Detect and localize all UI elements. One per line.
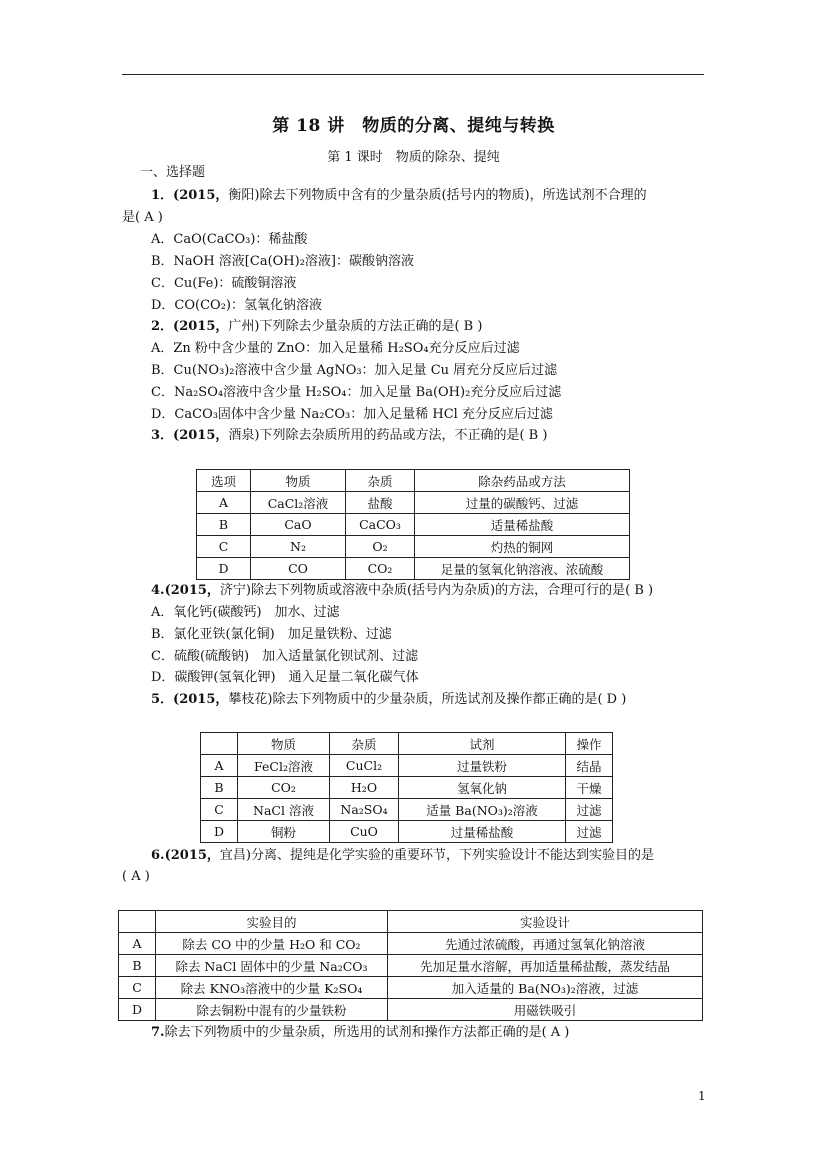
question-4-text: 济宁)除去下列物质或溶液中杂质(括号内为杂质)的方法，合理可行的是( B ) (219, 583, 654, 598)
table-header: 试剂 (399, 733, 566, 755)
table-cell: 铜粉 (238, 821, 330, 843)
question-1-text: 衡阳)除去下列物质中含有的少量杂质(括号内的物质)，所选试剂不合理的 (228, 188, 647, 203)
table-cell: 过滤 (566, 821, 613, 843)
table-cell: B (201, 777, 238, 799)
table-cell: 除去铜粉中混有的少量铁粉 (156, 999, 388, 1021)
table-row (201, 777, 613, 799)
question-4-option: B．氯化亚铁(氯化铜) 加足量铁粉、过滤 (151, 627, 392, 642)
table-cell: H₂O (330, 777, 399, 799)
section-heading: 一、选择题 (140, 165, 206, 180)
question-3-table (196, 469, 630, 580)
question-6-text: 宜昌)分离、提纯是化学实验的重要环节，下列实验设计不能达到实验目的是 (219, 848, 654, 863)
question-2-option: A．Zn 粉中含少量的 ZnO：加入足量稀 H₂SO₄充分反应后过滤 (151, 341, 520, 356)
table-cell: CuO (330, 821, 399, 843)
table-cell: C (197, 536, 251, 558)
question-6-number: 6.(2015， (151, 848, 220, 863)
question-3-number: 3．(2015， (151, 428, 229, 443)
question-3-text: 酒泉)下列除去杂质所用的药品或方法，不正确的是( B ) (228, 428, 548, 443)
table-cell: CO (251, 558, 346, 580)
table-header: 物质 (251, 470, 346, 492)
table-header: 除杂药品或方法 (415, 470, 630, 492)
table-cell: 适量稀盐酸 (415, 514, 630, 536)
table-cell: C (201, 799, 238, 821)
question-4-option: D．碳酸钾(氢氧化钾) 通入足量二氧化碳气体 (151, 670, 419, 685)
table-cell: B (119, 955, 156, 977)
table-header: 物质 (238, 733, 330, 755)
table-cell: CaO (251, 514, 346, 536)
table-row (119, 955, 703, 977)
table-cell: CaCl₂溶液 (251, 492, 346, 514)
table-header (201, 733, 238, 755)
question-2-number: 2．(2015， (151, 319, 229, 334)
question-4-option: C．硫酸(硫酸钠) 加入适量氯化钡试剂、过滤 (151, 649, 419, 664)
table-cell: 过量铁粉 (399, 755, 566, 777)
question-1-option: D．CO(CO₂)：氢氧化钠溶液 (151, 298, 322, 313)
table-header: 实验设计 (388, 911, 703, 933)
table-cell: NaCl 溶液 (238, 799, 330, 821)
question-1-option: B．NaOH 溶液[Ca(OH)₂溶液]：碳酸钠溶液 (151, 254, 414, 269)
table-cell: 氢氧化钠 (399, 777, 566, 799)
table-header-row (197, 470, 630, 492)
table-cell: 除去 CO 中的少量 H₂O 和 CO₂ (156, 933, 388, 955)
table-header: 选项 (197, 470, 251, 492)
table-cell: 盐酸 (346, 492, 415, 514)
table-cell: CO₂ (346, 558, 415, 580)
table-header: 杂质 (330, 733, 399, 755)
question-5-text: 攀枝花)除去下列物质中的少量杂质，所选试剂及操作都正确的是( D ) (228, 692, 627, 707)
table-row (197, 558, 630, 580)
question-5 (151, 691, 626, 709)
table-cell: A (197, 492, 251, 514)
question-4-number: 4.(2015， (151, 583, 220, 598)
header-rule (122, 74, 704, 75)
table-header: 杂质 (346, 470, 415, 492)
table-cell: 加入适量的 Ba(NO₃)₂溶液，过滤 (388, 977, 703, 999)
table-header-row (119, 911, 703, 933)
page-number: 1 (698, 1089, 706, 1103)
question-5-number: 5．(2015， (151, 692, 229, 707)
question-6-cont: ( A ) (122, 869, 150, 884)
question-7 (151, 1024, 569, 1042)
table-header (119, 911, 156, 933)
table-cell: 用磁铁吸引 (388, 999, 703, 1021)
table-row (201, 755, 613, 777)
question-1-cont: 是( A ) (122, 210, 163, 225)
question-1 (151, 187, 647, 205)
table-cell: 先通过浓硫酸，再通过氢氧化钠溶液 (388, 933, 703, 955)
question-2-option: D．CaCO₃固体中含少量 Na₂CO₃：加入足量稀 HCl 充分反应后过滤 (151, 407, 553, 422)
question-2 (151, 318, 482, 336)
question-5-table (200, 732, 613, 843)
table-cell: CaCO₃ (346, 514, 415, 536)
table-cell: N₂ (251, 536, 346, 558)
table-header: 实验目的 (156, 911, 388, 933)
table-cell: 结晶 (566, 755, 613, 777)
table-row (197, 514, 630, 536)
question-2-text: 广州)下列除去少量杂质的方法正确的是( B ) (228, 319, 483, 334)
table-cell: O₂ (346, 536, 415, 558)
table-cell: Na₂SO₄ (330, 799, 399, 821)
question-1-option: A．CaO(CaCO₃)：稀盐酸 (151, 232, 308, 247)
table-cell: C (119, 977, 156, 999)
table-row (197, 536, 630, 558)
table-cell: FeCl₂溶液 (238, 755, 330, 777)
question-4 (151, 582, 653, 600)
table-cell: 适量 Ba(NO₃)₂溶液 (399, 799, 566, 821)
question-3 (151, 427, 547, 445)
table-cell: 过量的碳酸钙、过滤 (415, 492, 630, 514)
page-subtitle: 第 1 课时 物质的除杂、提纯 (327, 150, 500, 165)
table-cell: 足量的氢氧化钠溶液、浓硫酸 (415, 558, 630, 580)
table-header: 操作 (566, 733, 613, 755)
question-7-number: 7. (151, 1025, 165, 1040)
table-row (119, 977, 703, 999)
table-cell: CO₂ (238, 777, 330, 799)
question-2-option: C．Na₂SO₄溶液中含少量 H₂SO₄：加入足量 Ba(OH)₂充分反应后过滤 (151, 385, 562, 400)
table-cell: 除去 KNO₃溶液中的少量 K₂SO₄ (156, 977, 388, 999)
table-cell: 过量稀盐酸 (399, 821, 566, 843)
question-6 (151, 847, 654, 865)
page-title: 第 18 讲 物质的分离、提纯与转换 (272, 116, 555, 136)
table-row (197, 492, 630, 514)
table-row (201, 821, 613, 843)
question-1-number: 1．(2015， (151, 188, 229, 203)
question-7-text: 除去下列物质中的少量杂质，所选用的试剂和操作方法都正确的是( A ) (164, 1025, 570, 1040)
table-cell: 除去 NaCl 固体中的少量 Na₂CO₃ (156, 955, 388, 977)
table-row (119, 933, 703, 955)
table-cell: 先加足量水溶解，再加适量稀盐酸，蒸发结晶 (388, 955, 703, 977)
table-cell: 过滤 (566, 799, 613, 821)
question-6-table (118, 910, 703, 1021)
question-4-option: A．氧化钙(碳酸钙) 加水、过滤 (151, 605, 340, 620)
table-cell: 干燥 (566, 777, 613, 799)
table-cell: A (201, 755, 238, 777)
table-cell: 灼热的铜网 (415, 536, 630, 558)
table-header-row (201, 733, 613, 755)
table-row (201, 799, 613, 821)
table-cell: D (119, 999, 156, 1021)
table-cell: B (197, 514, 251, 536)
table-cell: D (197, 558, 251, 580)
question-2-option: B．Cu(NO₃)₂溶液中含少量 AgNO₃：加入足量 Cu 屑充分反应后过滤 (151, 363, 558, 378)
table-cell: CuCl₂ (330, 755, 399, 777)
table-row (119, 999, 703, 1021)
table-cell: D (201, 821, 238, 843)
table-cell: A (119, 933, 156, 955)
question-1-option: C．Cu(Fe)：硫酸铜溶液 (151, 276, 297, 291)
